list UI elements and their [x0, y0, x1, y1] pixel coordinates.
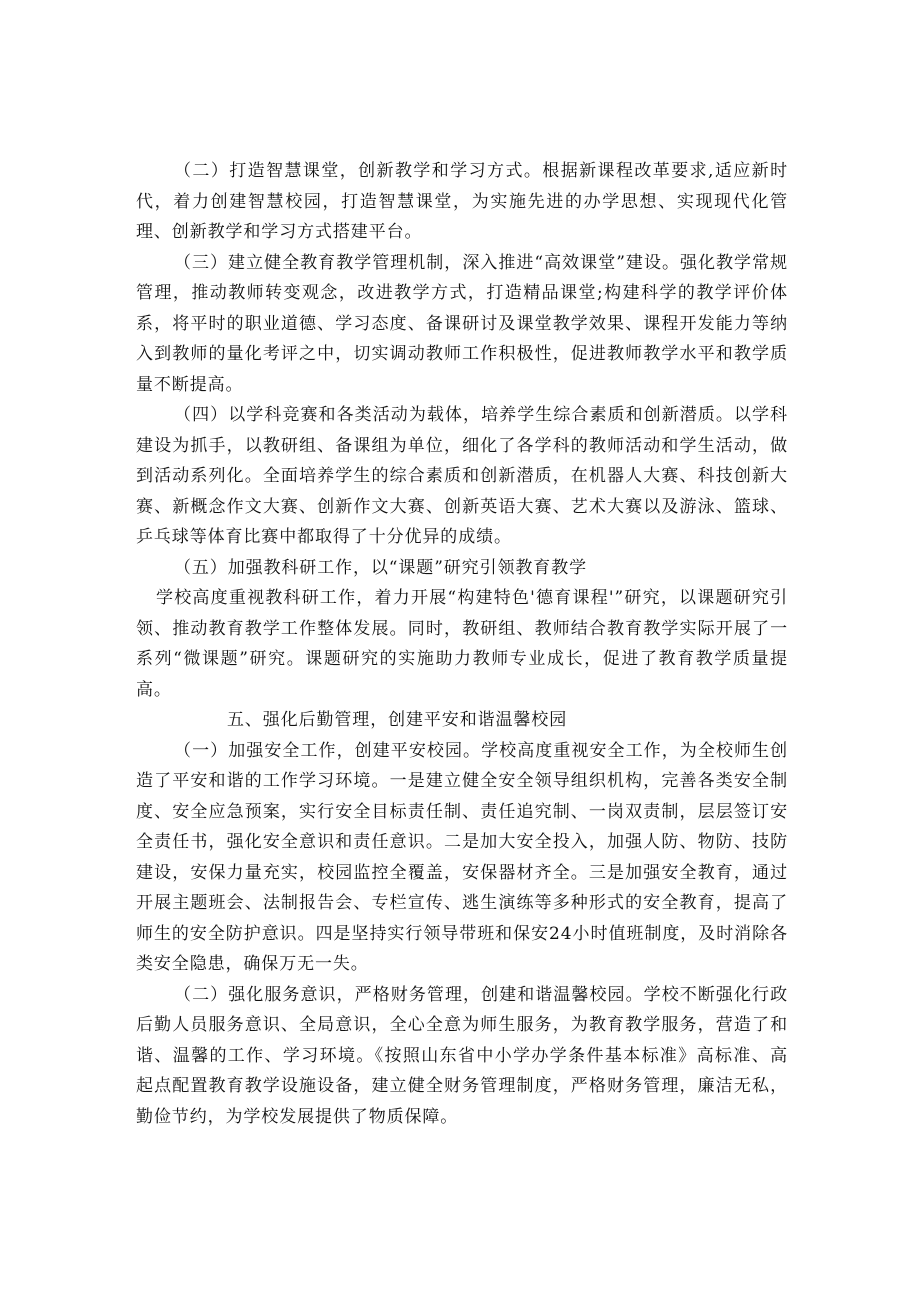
paragraph-smart-classroom: （二）打造智慧课堂，创新教学和学习方式。根据新课程改革要求,适应新时代，着力创建智慧校园，打造智慧课堂，为实施先进的办学思想、实现现代化管理、创新教学和学习方式搭建平台。 [136, 161, 788, 242]
paragraph-teaching-management: （三）建立健全教育教学管理机制，深入推进“高效课堂”建设。强化教学常规管理，推动教师转变观念，改进教学方式，打造精品课堂;构建科学的教学评价体系，将平时的职业道德、学习态度、备课研讨及课堂教学效果、课程开发能力等纳入到教师的量化考评之中，切实调动教师工作积极性，促进教师教学水平和教学质量不断提高。 [136, 252, 788, 395]
paragraph-service: （二）强化服务意识，严格财务管理，创建和谐温馨校园。学校不断强化行政后勤人员服务意识、全局意识，全心全意为师生服务，为教育教学服务，营造了和谐、温馨的工作、学习环境。《按照山东省中小学办学条件基本标准》高标准、高起点配置教育教学设施设备，建立健全财务管理制度，严格财务管理，廉洁无私，勤俭节约，为学校发展提供了物质保障。 [136, 984, 788, 1127]
paragraph-safety: （一）加强安全工作，创建平安校园。学校高度重视安全工作，为全校师生创造了平安和谐的工作学习环境。一是建立健全安全领导组织机构，完善各类安全制度、安全应急预案，实行安全目标责任制、责任追究制、一岗双责制，层层签订安全责任书，强化安全意识和责任意识。二是加大安全投入，加强人防、物防、技防建设，安保力量充实，校园监控全覆盖，安保器材齐全。三是加强安全教育，通过开展主题班会、法制报告会、专栏宣传、逃生演练等多种形式的安全教育，提高了师生的安全防护意识。四是坚持实行领导带班和保安24小时值班制度，及时消除各类安全隐患，确保万无一失。 [136, 740, 788, 974]
paragraph-research: 学校高度重视教科研工作，着力开展“构建特色'德育课程'”研究，以课题研究引领、推动教育教学工作整体发展。同时，教研组、教师结合教育教学实际开展了一系列“微课题”研究。课题研究的实施助力教师专业成长，促进了教育教学质量提高。 [136, 588, 788, 700]
paragraph-research-heading: （五）加强教科研工作，以“课题”研究引领教育教学 [174, 557, 587, 578]
section-heading: 五、强化后勤管理，创建平安和谐温馨校园 [227, 710, 568, 730]
document-body [136, 156, 788, 1132]
paragraph-competitions: （四）以学科竞赛和各类活动为载体，培养学生综合素质和创新潜质。以学科建设为抓手，以教研组、备课组为单位，细化了各学科的教师活动和学生活动，做到活动系列化。全面培养学生的综合素质和创新潜质，在机器人大赛、科技创新大赛、新概念作文大赛、创新作文大赛、创新英语大赛、艺术大赛以及游泳、篮球、乒乓球等体育比赛中都取得了十分优异的成绩。 [136, 405, 788, 547]
